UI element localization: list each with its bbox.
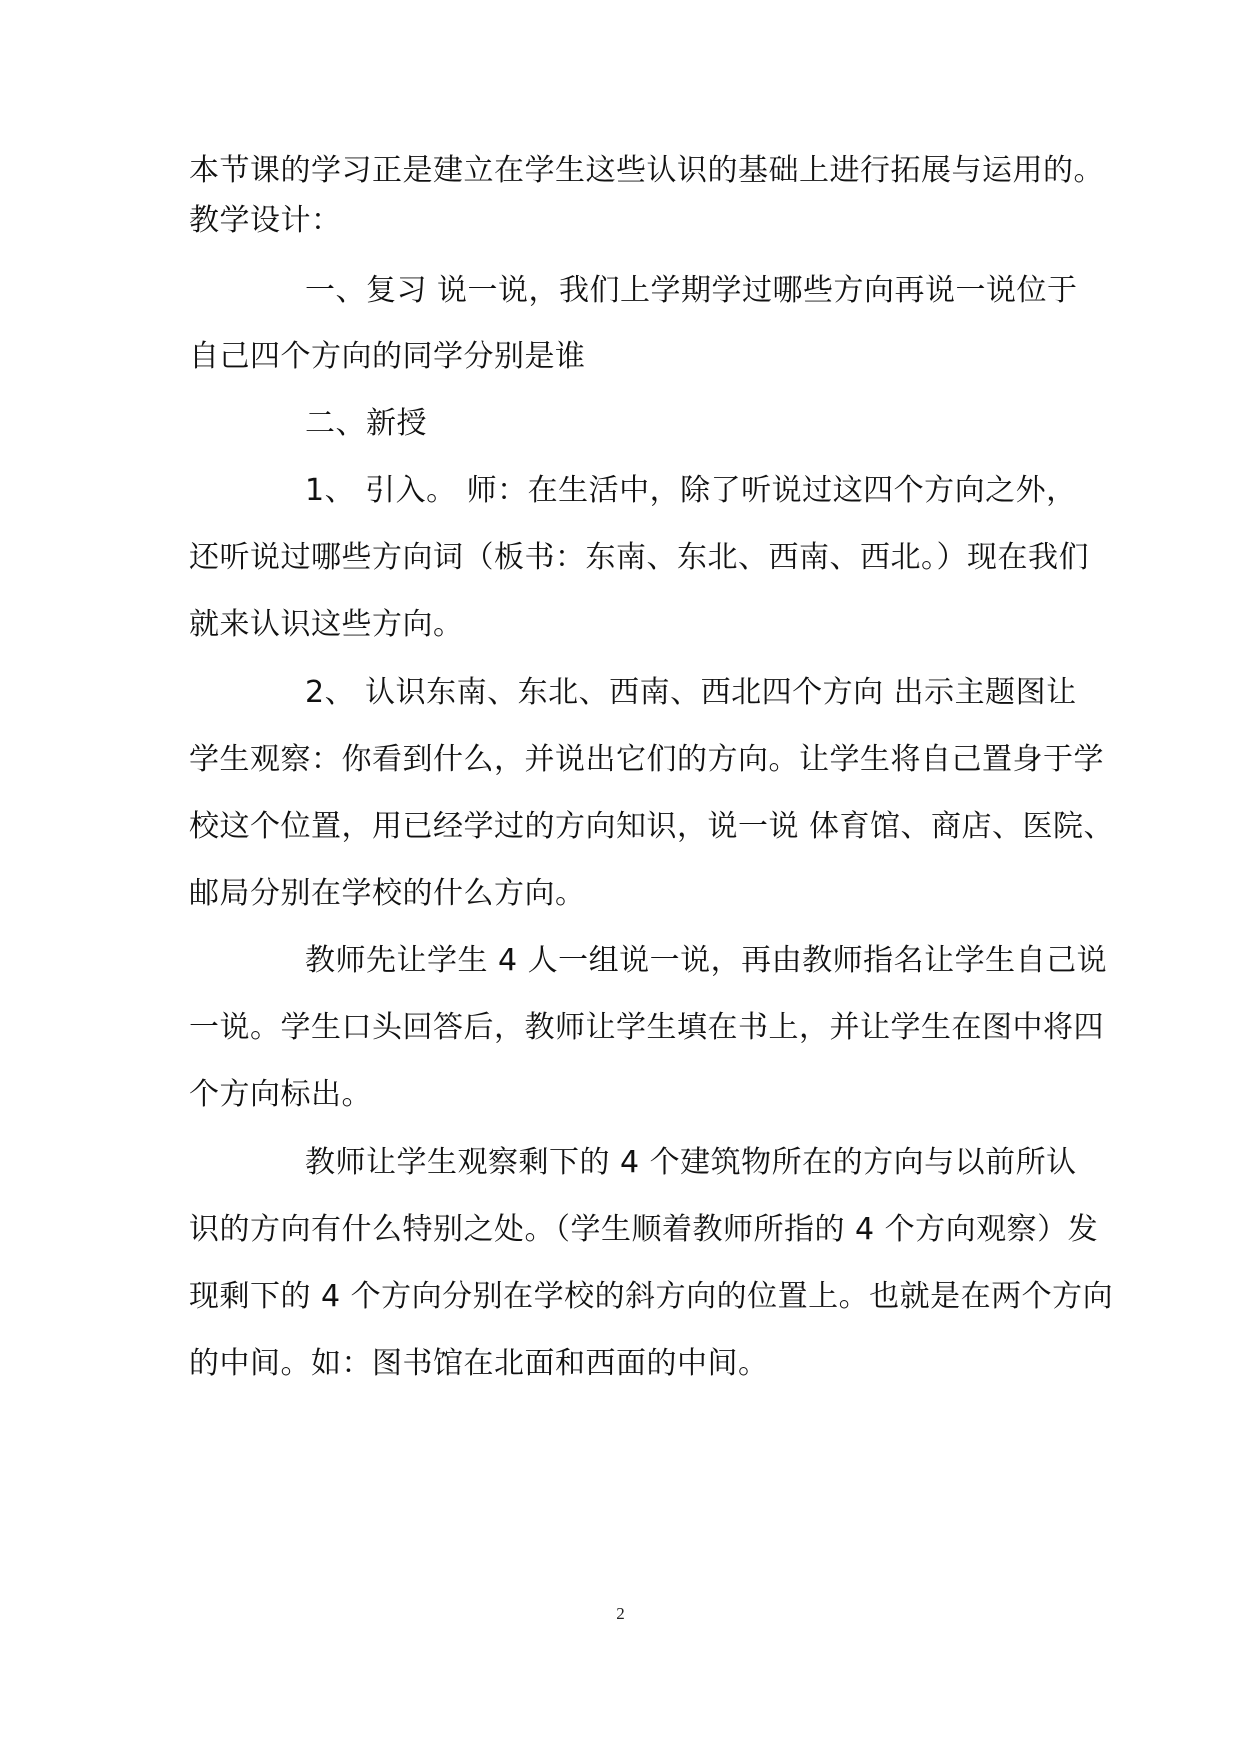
text-line: 一说。学生口头回答后，教师让学生填在书上，并让学生在图中将四 — [189, 1010, 1104, 1045]
text-line: 二、新授 — [305, 406, 427, 441]
text-line: 现剩下的 4 个方向分别在学校的斜方向的位置上。也就是在两个方向 — [189, 1279, 1114, 1314]
text-line: 教学设计： — [189, 203, 342, 238]
text-line: 的中间。如：图书馆在北面和西面的中间。 — [189, 1346, 769, 1381]
text-line: 邮局分别在学校的什么方向。 — [189, 876, 586, 911]
text-line: 校这个位置，用已经学过的方向知识，说一说 体育馆、商店、医院、 — [189, 809, 1115, 844]
text-line: 就来认识这些方向。 — [189, 607, 464, 642]
text-line: 还听说过哪些方向词（板书：东南、东北、西南、西北。）现在我们 — [189, 540, 1089, 575]
text-line: 本节课的学习正是建立在学生这些认识的基础上进行拓展与运用的。 — [189, 153, 1104, 188]
text-line: 教师先让学生 4 人一组说一说，再由教师指名让学生自己说 — [305, 943, 1108, 978]
text-line: 教师让学生观察剩下的 4 个建筑物所在的方向与以前所认 — [305, 1145, 1077, 1180]
text-line: 一、复习 说一说，我们上学期学过哪些方向再说一说位于 — [305, 273, 1078, 308]
page-number: 2 — [616, 1604, 625, 1623]
text-line: 自己四个方向的同学分别是谁 — [189, 339, 586, 374]
text-line: 2、 认识东南、东北、西南、西北四个方向 出示主题图让 — [305, 675, 1077, 710]
text-line: 识的方向有什么特别之处。（学生顺着教师所指的 4 个方向观察）发 — [189, 1212, 1099, 1247]
text-line: 学生观察：你看到什么，并说出它们的方向。让学生将自己置身于学 — [189, 742, 1104, 777]
text-line: 1、 引入。 师：在生活中，除了听说过这四个方向之外， — [305, 473, 1077, 508]
text-line: 个方向标出。 — [189, 1077, 372, 1112]
